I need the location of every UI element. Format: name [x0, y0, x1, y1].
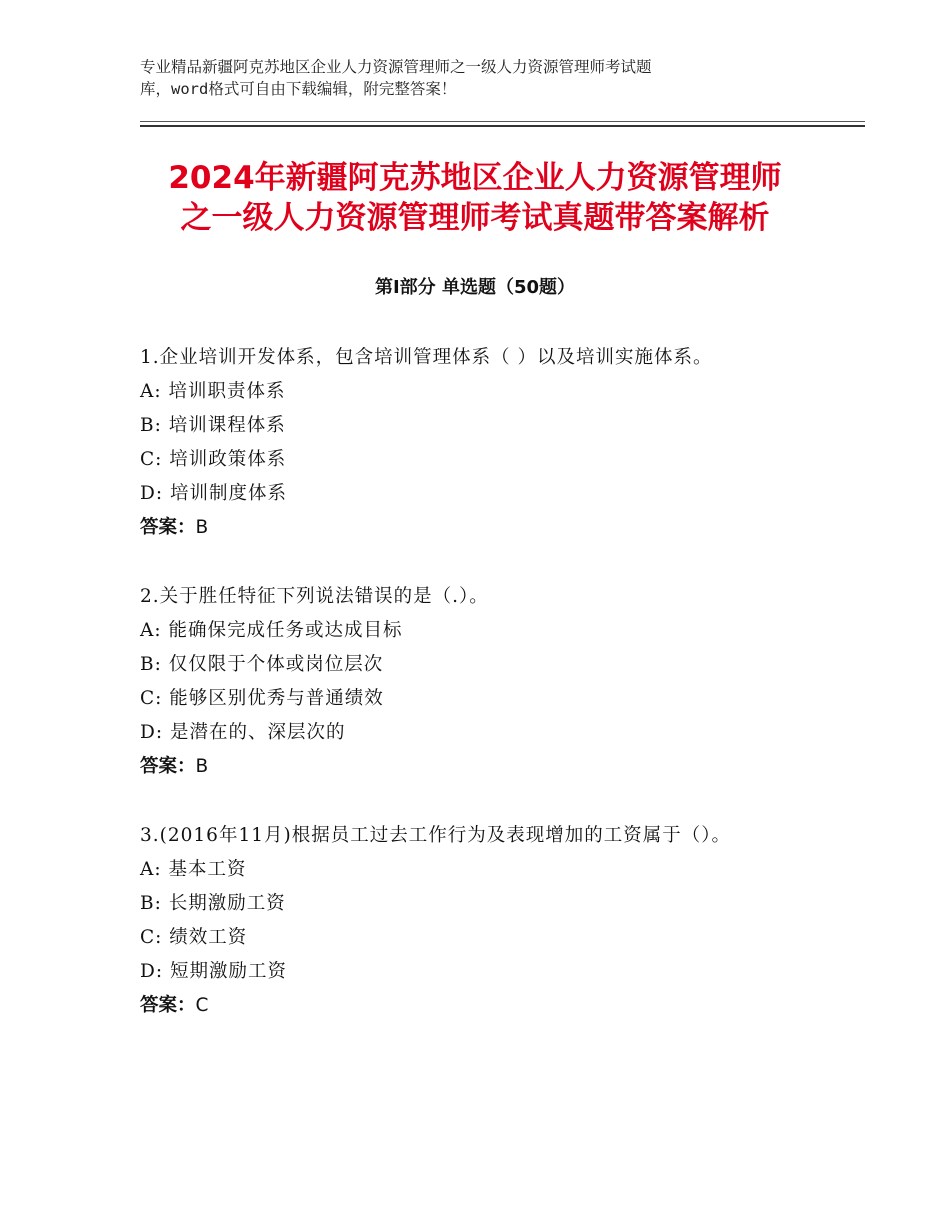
answer-value: B: [195, 517, 209, 538]
option-c: C: 培训政策体系: [140, 449, 287, 470]
answer-label: 答案：: [140, 756, 196, 777]
question-1: [140, 341, 860, 545]
answer-line: [140, 750, 860, 784]
option-b: B: 长期激励工资: [140, 893, 286, 914]
question-3: [140, 819, 860, 1023]
option-b: B: 仅仅限于个体或岗位层次: [140, 654, 384, 675]
option-c: C: 绩效工资: [140, 927, 248, 948]
answer-line: [140, 989, 860, 1023]
document-title-line-1: 2024年新疆阿克苏地区企业人力资源管理师: [168, 160, 782, 196]
option-a: A: 基本工资: [140, 859, 247, 880]
document-title: [100, 158, 850, 238]
question-stem: 2.关于胜任特征下列说法错误的是（.）。: [140, 586, 489, 607]
header-note-line-2: 库，word格式可自由下载编辑，附完整答案！: [140, 80, 457, 98]
question-stem: 1.企业培训开发体系，包含培训管理体系（ ）以及培训实施体系。: [140, 347, 713, 368]
answer-label: 答案：: [140, 995, 196, 1016]
question-stem: 3.(2016年11月)根据员工过去工作行为及表现增加的工资属于（）。: [140, 825, 731, 846]
section-heading: 第Ⅰ部分 单选题（50题）: [374, 277, 575, 298]
header-note-line-1: 专业精品新疆阿克苏地区企业人力资源管理师之一级人力资源管理师考试题: [140, 58, 652, 76]
option-d: D: 是潜在的、深层次的: [140, 722, 346, 743]
option-c: C: 能够区别优秀与普通绩效: [140, 688, 384, 709]
option-d: D: 培训制度体系: [140, 483, 287, 504]
answer-label: 答案：: [140, 517, 196, 538]
document-title-line-2: 之一级人力资源管理师考试真题带答案解析: [180, 200, 770, 236]
option-a: A: 培训职责体系: [140, 381, 286, 402]
answer-value: C: [195, 995, 209, 1016]
answer-value: B: [195, 756, 209, 777]
option-b: B: 培训课程体系: [140, 415, 286, 436]
option-d: D: 短期激励工资: [140, 961, 287, 982]
option-a: A: 能确保完成任务或达成目标: [140, 620, 403, 641]
question-2: [140, 580, 860, 784]
header-divider-thin: [140, 121, 865, 122]
answer-line: [140, 511, 860, 545]
header-note: [140, 56, 780, 100]
header-divider-thick: [140, 125, 865, 127]
